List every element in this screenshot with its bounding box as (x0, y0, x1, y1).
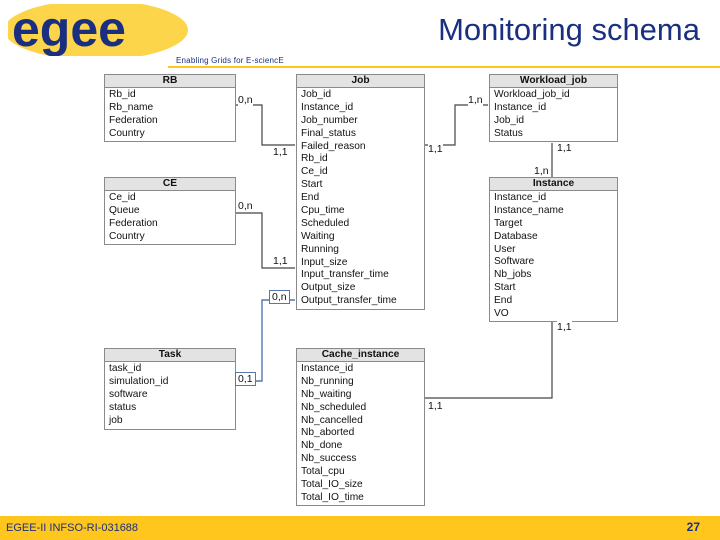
entity-field: Nb_jobs (494, 269, 532, 281)
footer-project-id: EGEE-II INFSO-RI-031688 (6, 522, 139, 534)
entity-field: Failed_reason (301, 140, 366, 152)
entity-rb (104, 74, 236, 142)
cardinality-label: 0,1 (235, 372, 256, 386)
entity-field: Input_transfer_time (301, 269, 389, 281)
entity-field: Input_size (301, 256, 348, 268)
entity-field: Instance_id (301, 363, 354, 374)
entity-field: Instance_id (494, 192, 547, 203)
tagline: Enabling Grids for E-sciencE (176, 56, 284, 65)
entity-field: Rb_id (301, 153, 328, 165)
entity-field: Status (494, 127, 523, 139)
entity-field: task_id (109, 363, 142, 374)
entity-field: Job_id (301, 89, 332, 100)
entity-field: Database (494, 230, 538, 242)
cardinality-label: 0,n (238, 200, 253, 212)
entity-title: RB (105, 75, 235, 88)
cardinality-label: 1,n (468, 94, 483, 106)
entity-title: Workload_job (490, 75, 617, 88)
entity-title: Cache_instance (297, 349, 424, 362)
footer-bar (0, 516, 720, 540)
entity-field: Final_status (301, 127, 356, 139)
entity-field: job (109, 414, 123, 426)
entity-field: Start (301, 179, 323, 191)
logo-text: egee (12, 4, 126, 56)
entity-field: Start (494, 282, 516, 294)
entity-field: Workload_job_id (494, 89, 570, 100)
entity-field: Cpu_time (301, 205, 345, 217)
entity-task (104, 348, 236, 430)
entity-field: Total_cpu (301, 466, 345, 478)
entity-field: Output_size (301, 282, 356, 294)
slide-title: Monitoring schema (438, 12, 700, 47)
entity-field: Country (109, 230, 145, 242)
entity-field: Software (494, 256, 535, 268)
entity-instance (489, 177, 618, 322)
link-job-workload (424, 105, 488, 145)
cardinality-label: 0,n (269, 290, 290, 304)
entity-field: Total_IO_size (301, 479, 363, 491)
entity-ce (104, 177, 236, 245)
entity-field: Nb_cancelled (301, 414, 363, 426)
cardinality-label: 1,1 (557, 321, 572, 333)
link-instance-cache (424, 321, 552, 398)
cardinality-label: 1,1 (428, 143, 443, 155)
entity-field: Total_IO_time (301, 491, 364, 503)
entity-field: User (494, 243, 516, 255)
cardinality-label: 1,1 (557, 142, 572, 154)
entity-field: Nb_success (301, 453, 357, 465)
entity-field: Job_number (301, 114, 358, 126)
entity-cache-instance (296, 348, 425, 506)
entity-field: simulation_id (109, 375, 169, 387)
page-number: 27 (686, 520, 700, 534)
entity-workload-job (489, 74, 618, 142)
entity-field: Rb_name (109, 101, 154, 113)
cardinality-label: 1,1 (273, 255, 288, 267)
entity-title: Task (105, 349, 235, 362)
entity-field: Target (494, 217, 523, 229)
entity-field: Nb_waiting (301, 388, 352, 400)
link-rb-job (235, 105, 295, 145)
cardinality-label: 1,1 (273, 146, 288, 158)
entity-field: Queue (109, 204, 140, 216)
entity-field: End (301, 192, 320, 204)
cardinality-label: 0,n (238, 94, 253, 106)
cardinality-label: 1,1 (428, 400, 443, 412)
entity-field: Ce_id (109, 192, 136, 203)
entity-field: Country (109, 127, 145, 139)
entity-field: Instance_name (494, 204, 564, 216)
entity-field: Running (301, 243, 339, 255)
link-task-job (235, 300, 295, 381)
entity-field: Nb_done (301, 440, 343, 452)
entity-title: Job (297, 75, 424, 88)
entity-field: Ce_id (301, 166, 328, 178)
entity-title: CE (105, 178, 235, 191)
entity-field: VO (494, 308, 509, 320)
entity-field: Instance_id (301, 101, 354, 113)
entity-field: Rb_id (109, 89, 136, 100)
entity-field: End (494, 295, 513, 307)
entity-field: status (109, 401, 137, 413)
entity-field: Nb_running (301, 375, 354, 387)
entity-field: software (109, 388, 148, 400)
entity-field: Nb_scheduled (301, 401, 367, 413)
entity-field: Federation (109, 217, 158, 229)
entity-field: Nb_aborted (301, 427, 355, 439)
entity-field: Scheduled (301, 217, 350, 229)
entity-title: Instance (490, 178, 617, 191)
entity-field: Federation (109, 114, 158, 126)
entity-job (296, 74, 425, 310)
entity-field: Instance_id (494, 101, 547, 113)
entity-field: Output_transfer_time (301, 295, 397, 307)
entity-field: Waiting (301, 230, 335, 242)
entity-field: Job_id (494, 114, 525, 126)
cardinality-label: 1,n (534, 165, 549, 177)
